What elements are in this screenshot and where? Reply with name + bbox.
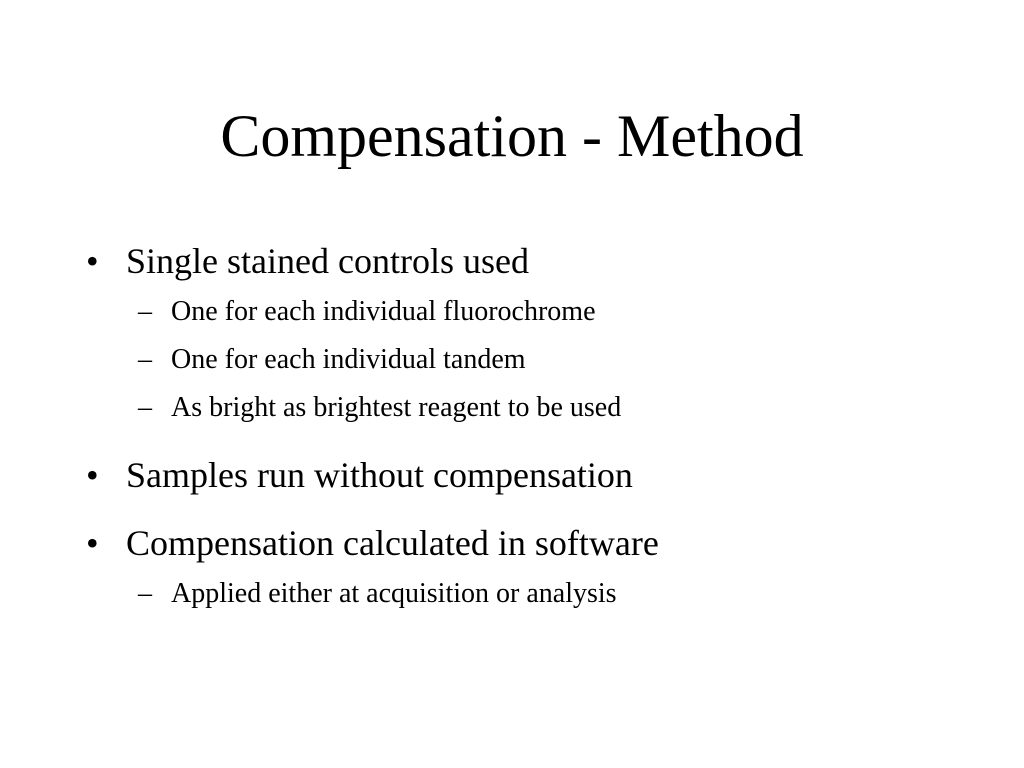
bullet-list (86, 236, 986, 618)
slide-title: Compensation - Method (220, 103, 804, 169)
sub-bullet-item (86, 570, 986, 618)
bullet-item (86, 450, 986, 500)
sub-bullet-item (86, 384, 986, 432)
bullet-item (86, 518, 986, 618)
bullet-row (86, 236, 986, 286)
dash-icon: – (138, 392, 152, 423)
sub-bullet-item (86, 288, 986, 336)
sub-bullet-item (86, 336, 986, 384)
bullet-item (86, 236, 986, 432)
bullet-text: Compensation calculated in software (126, 523, 659, 563)
bullet-dot-icon: • (86, 455, 99, 495)
sub-bullet-text: One for each individual tandem (171, 344, 526, 375)
bullet-text: Single stained controls used (126, 241, 529, 281)
dash-icon: – (138, 296, 152, 327)
dash-icon: – (138, 344, 152, 375)
sub-bullet-text: As bright as brightest reagent to be used (171, 392, 622, 423)
sub-bullet-text: One for each individual fluorochrome (171, 296, 596, 327)
bullet-row (86, 450, 986, 500)
bullet-text: Samples run without compensation (126, 455, 633, 495)
sub-bullet-list (86, 288, 986, 432)
sub-bullet-list (86, 570, 986, 618)
dash-icon: – (138, 578, 152, 609)
bullet-dot-icon: • (86, 523, 99, 563)
bullet-dot-icon: • (86, 241, 99, 281)
bullet-row (86, 518, 986, 568)
sub-bullet-text: Applied either at acquisition or analysis (171, 578, 617, 609)
